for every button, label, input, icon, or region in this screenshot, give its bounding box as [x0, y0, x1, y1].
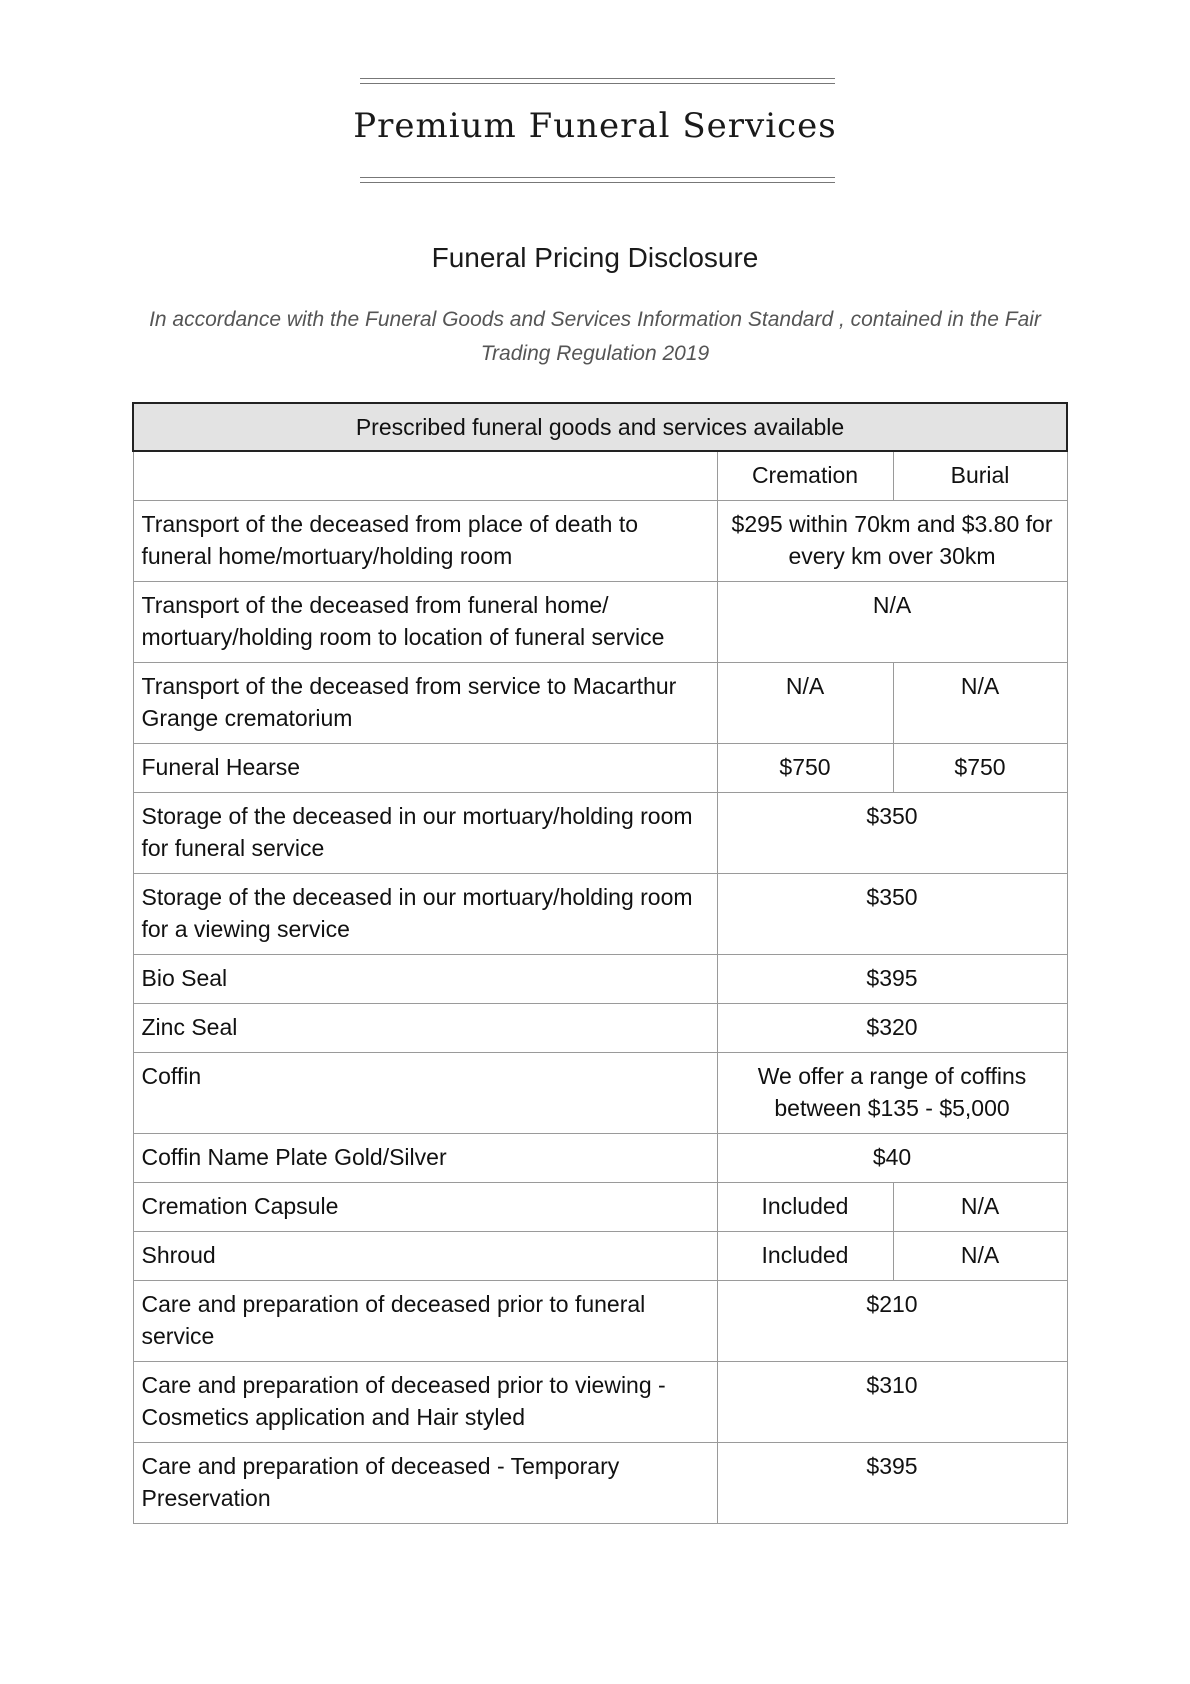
service-item: Transport of the deceased from service to Macarthur Grange crematorium: [133, 663, 717, 744]
service-item: Care and preparation of deceased prior to viewing - Cosmetics application and Hair styled: [133, 1362, 717, 1443]
service-price: $210: [717, 1281, 1067, 1362]
burial-price: $750: [893, 744, 1067, 793]
service-item: Zinc Seal: [133, 1004, 717, 1053]
section-header-row: [133, 403, 1067, 451]
section-header: Prescribed funeral goods and services available: [133, 403, 1067, 451]
table-row: [133, 663, 1067, 744]
brand-top-rule: [360, 78, 835, 84]
table-row: [133, 1053, 1067, 1134]
service-price: $395: [717, 955, 1067, 1004]
service-price: $350: [717, 793, 1067, 874]
table-row: [133, 582, 1067, 663]
table-row: [133, 1281, 1067, 1362]
column-header-burial: Burial: [893, 451, 1067, 501]
service-price: $40: [717, 1134, 1067, 1183]
cremation-price: Included: [717, 1232, 893, 1281]
table-row: [133, 501, 1067, 582]
cremation-price: Included: [717, 1183, 893, 1232]
service-item: Coffin Name Plate Gold/Silver: [133, 1134, 717, 1183]
service-item: Bio Seal: [133, 955, 717, 1004]
service-price: We offer a range of coffins between $135 - $5,000: [717, 1053, 1067, 1134]
table-row: [133, 1004, 1067, 1053]
service-item: Storage of the deceased in our mortuary/holding room for a viewing service: [133, 874, 717, 955]
service-item: Storage of the deceased in our mortuary/holding room for funeral service: [133, 793, 717, 874]
service-item: Cremation Capsule: [133, 1183, 717, 1232]
table-row: [133, 744, 1067, 793]
service-item: Shroud: [133, 1232, 717, 1281]
service-item: Transport of the deceased from place of death to funeral home/mortuary/holding room: [133, 501, 717, 582]
service-price: N/A: [717, 582, 1067, 663]
service-item: Transport of the deceased from funeral home/ mortuary/holding room to location of funeral service: [133, 582, 717, 663]
table-row: [133, 793, 1067, 874]
pricing-table: [132, 402, 1068, 1524]
table-row: [133, 1362, 1067, 1443]
column-header-cremation: Cremation: [717, 451, 893, 501]
burial-price: N/A: [893, 1183, 1067, 1232]
service-price: $320: [717, 1004, 1067, 1053]
document-title: Funeral Pricing Disclosure: [431, 242, 759, 273]
column-header-row: [133, 451, 1067, 501]
cremation-price: $750: [717, 744, 893, 793]
table-row: [133, 1134, 1067, 1183]
pricing-table-body: [133, 451, 1067, 1524]
table-row: [133, 1183, 1067, 1232]
service-item: Coffin: [133, 1053, 717, 1134]
table-row: [133, 1232, 1067, 1281]
burial-price: N/A: [893, 1232, 1067, 1281]
table-row: [133, 874, 1067, 955]
service-item: Funeral Hearse: [133, 744, 717, 793]
service-price: $395: [717, 1443, 1067, 1524]
column-header-item: [133, 451, 717, 501]
cremation-price: N/A: [717, 663, 893, 744]
brand-name: Premium Funeral Services: [353, 106, 837, 146]
brand-bottom-rule: [360, 177, 835, 183]
burial-price: N/A: [893, 663, 1067, 744]
table-row: [133, 1443, 1067, 1524]
service-item: Care and preparation of deceased prior to funeral service: [133, 1281, 717, 1362]
service-price: $310: [717, 1362, 1067, 1443]
service-price: $295 within 70km and $3.80 for every km over 30km: [717, 501, 1067, 582]
service-price: $350: [717, 874, 1067, 955]
document-subtitle: In accordance with the Funeral Goods and Services Information Standard , contained in the Fair Trading Regulation 2019: [149, 308, 1041, 365]
table-row: [133, 955, 1067, 1004]
service-item: Care and preparation of deceased - Temporary Preservation: [133, 1443, 717, 1524]
